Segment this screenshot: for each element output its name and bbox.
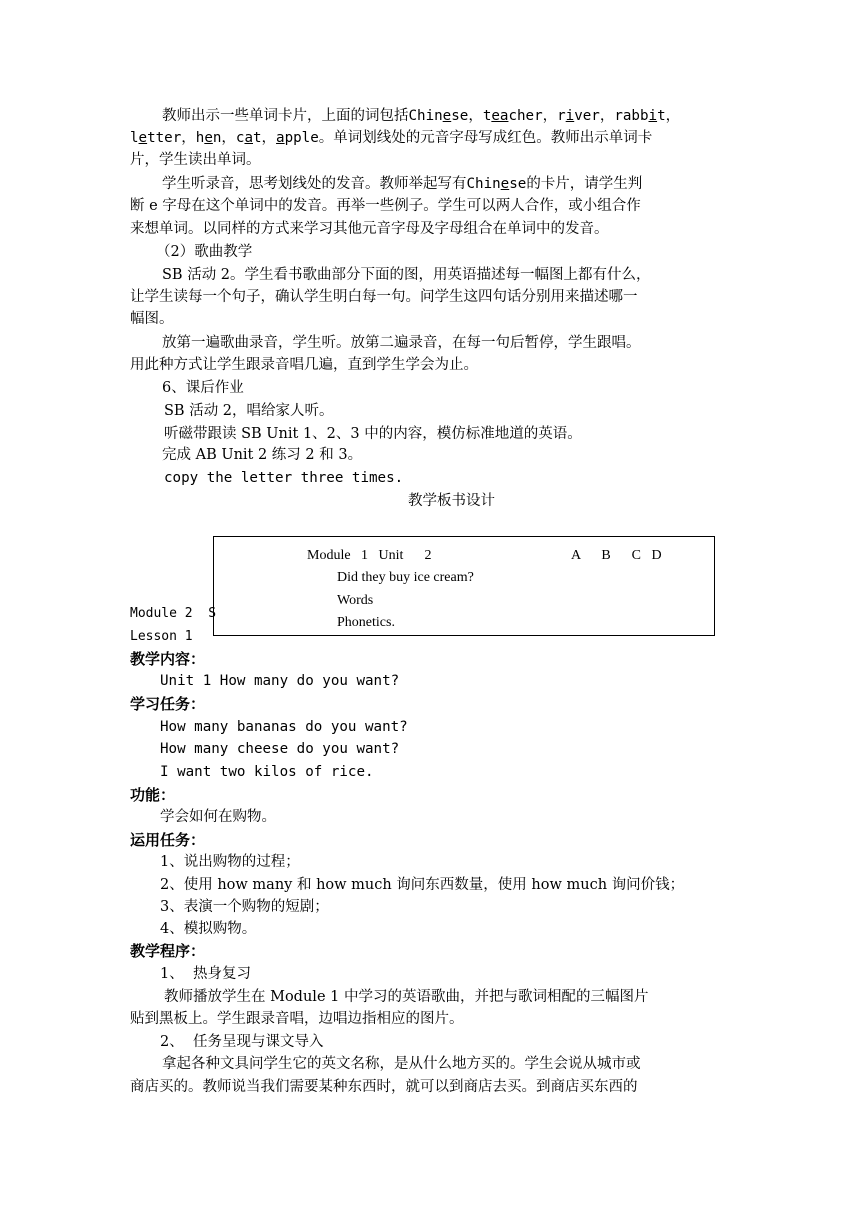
word-chinese: Chinese — [466, 176, 527, 192]
paragraph-line: 让学生读每一个句子，确认学生明白每一句。问学生这四句话分别用来描述哪一 — [130, 289, 638, 305]
homework-heading: 6、课后作业 — [162, 380, 244, 396]
content-item: Unit 1 How many do you want? — [160, 673, 400, 689]
board-line-module: Module 1 Unit 2 — [307, 548, 432, 563]
song-heading: （2）歌曲教学 — [156, 244, 253, 260]
homework-item: 听磁带跟读 SB Unit 1、2、3 中的内容，模仿标准地道的英语。 — [164, 426, 582, 442]
word-letter: letter — [130, 130, 182, 146]
paragraph-line: 幅图。 — [130, 311, 174, 327]
homework-item: copy the letter three times. — [164, 470, 404, 486]
board-line-letters: A B C D — [571, 548, 662, 563]
paragraph-line: 商店买的。教师说当我们需要某种东西时，就可以到商店去买。到商店买东西的 — [130, 1079, 638, 1095]
task-item: I want two kilos of rice. — [160, 764, 374, 780]
content-heading: 教学内容： — [130, 650, 206, 668]
paragraph-line: SB 活动 2。学生看书歌曲部分下面的图，用英语描述每一幅图上都有什么， — [162, 267, 651, 283]
procedure-step: 1、 热身复习 — [160, 966, 251, 982]
word-river: river — [557, 108, 600, 124]
task-item: How many cheese do you want? — [160, 741, 400, 757]
module-label: Module 2 S — [130, 606, 217, 621]
text: 。单词划线处的元音字母写成红色。教师出示单词卡 — [318, 130, 653, 146]
paragraph-line: letter，hen，cat，apple。单词划线处的元音字母写成红色。教师出示单词卡 — [130, 130, 653, 146]
board-line-question: Did they buy ice cream? — [337, 570, 474, 585]
apply-item: 2、使用 how many 和 how much 询问东西数量，使用 how much 询问价钱； — [160, 877, 685, 893]
procedure-step: 2、 任务呈现与课文导入 — [160, 1034, 324, 1050]
word-teacher: teacher — [482, 108, 543, 124]
word-hen: hen — [195, 130, 222, 146]
task-item: How many bananas do you want? — [160, 719, 408, 735]
paragraph-line: 贴到黑板上。学生跟录音唱，边唱边指相应的图片。 — [130, 1011, 464, 1027]
apply-heading: 运用任务： — [130, 831, 206, 849]
board-line-phonetics: Phonetics. — [337, 615, 395, 630]
paragraph-line: 用此种方式让学生跟录音唱几遍，直到学生学会为止。 — [130, 357, 478, 373]
paragraph-line: 教师播放学生在 Module 1 中学习的英语歌曲，并把与歌词相配的三幅图片 — [164, 989, 649, 1005]
apply-item: 1、说出购物的过程； — [160, 854, 300, 870]
paragraph-line: 放第一遍歌曲录音，学生听。放第二遍录音，在每一句后暂停，学生跟唱。 — [162, 335, 641, 351]
function-item: 学会如何在购物。 — [160, 809, 276, 825]
paragraph-line: 断 e 字母在这个单词中的发音。再举一些例子。学生可以两人合作，或小组合作 — [130, 198, 641, 214]
apply-item: 3、表演一个购物的短剧； — [160, 899, 329, 915]
word-rabbit: rabbit — [614, 108, 666, 124]
paragraph-line: 学生听录音，思考划线处的发音。教师举起写有Chinese的卡片，请学生判 — [162, 176, 643, 192]
paragraph-line: 片，学生读出单词。 — [130, 152, 261, 168]
text: 教师出示一些单词卡片，上面的词包括 — [162, 108, 409, 124]
function-heading: 功能： — [130, 786, 176, 804]
word-apple: apple — [276, 130, 319, 146]
lesson-label: Lesson 1 — [130, 629, 193, 644]
board-line-words: Words — [337, 593, 374, 608]
apply-item: 4、模拟购物。 — [160, 921, 257, 937]
homework-item: SB 活动 2，唱给家人听。 — [164, 403, 334, 419]
procedure-heading: 教学程序： — [130, 942, 206, 960]
task-heading: 学习任务： — [130, 695, 206, 713]
board-title: 教学板书设计 — [408, 493, 495, 509]
paragraph-line: 教师出示一些单词卡片，上面的词包括Chinese，teacher，river，rabbit， — [162, 108, 681, 124]
paragraph-line: 来想单词。以同样的方式来学习其他元音字母及字母组合在单词中的发音。 — [130, 221, 609, 237]
homework-item: 完成 AB Unit 2 练习 2 和 3。 — [162, 447, 363, 463]
paragraph-line: 拿起各种文具问学生它的英文名称，是从什么地方买的。学生会说从城市或 — [162, 1056, 641, 1072]
word-cat: cat — [235, 130, 262, 146]
word-chinese: Chinese — [408, 108, 469, 124]
